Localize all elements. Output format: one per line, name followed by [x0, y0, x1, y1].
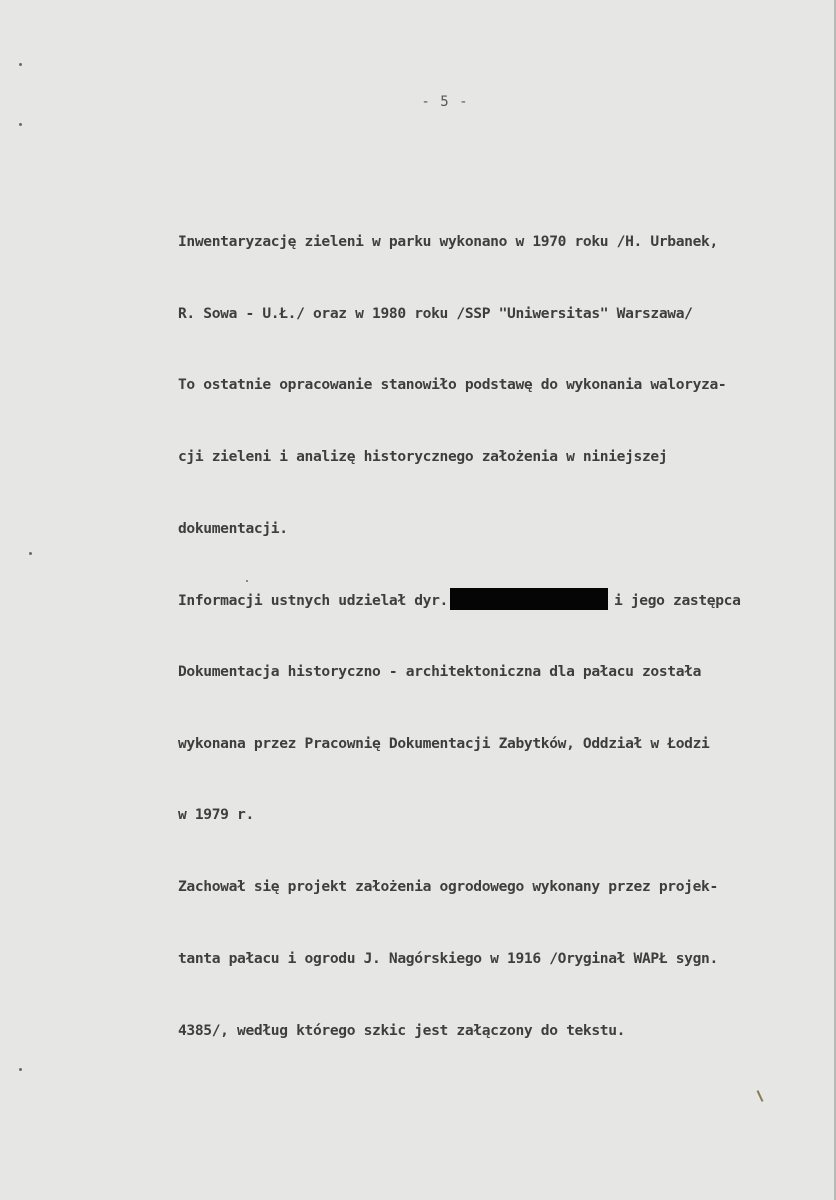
paper-speck — [29, 552, 32, 555]
redaction-bar — [450, 588, 608, 610]
text-line: tanta pałacu i ogrodu J. Nagórskiego w 1916 /Oryginał WAPŁ sygn. — [178, 949, 718, 967]
text-line: 4385/, według którego szkic jest załączony do tekstu. — [178, 1021, 626, 1039]
text-after-redaction: i jego zastępca — [613, 592, 741, 610]
text-line: wykonana przez Pracownię Dokumentacji Zabytków, Oddział w Łodzi — [178, 734, 710, 752]
paper-speck — [246, 580, 248, 582]
text-line: R. Sowa - U.Ł./ oraz w 1980 roku /SSP "Uniwersitas" Warszawa/ — [178, 304, 693, 322]
text-before-redaction: Informacji ustnych udzielał dyr. — [178, 592, 448, 610]
text-line: w 1979 r. — [178, 806, 254, 824]
text-line: dokumentacji. — [178, 519, 288, 537]
paper-speck — [19, 1068, 22, 1071]
text-line-redacted — [178, 588, 828, 612]
page-number: - 5 - — [421, 94, 469, 110]
text-line: cji zieleni i analizę historycznego założenia w niniejszej — [178, 447, 668, 465]
paper-scratch — [757, 1090, 764, 1102]
text-line: Dokumentacja historyczno - architektoniczna dla pałacu została — [178, 663, 702, 681]
paper-speck — [19, 63, 22, 66]
text-line: Zachował się projekt założenia ogrodowego wykonany przez projek- — [178, 878, 718, 896]
paper-speck — [19, 123, 22, 126]
text-line: To ostatnie opracowanie stanowiło podstawę do wykonania waloryza- — [178, 376, 727, 394]
body-text — [178, 182, 828, 1090]
text-line: Inwentaryzację zieleni w parku wykonano w 1970 roku /H. Urbanek, — [178, 232, 718, 250]
